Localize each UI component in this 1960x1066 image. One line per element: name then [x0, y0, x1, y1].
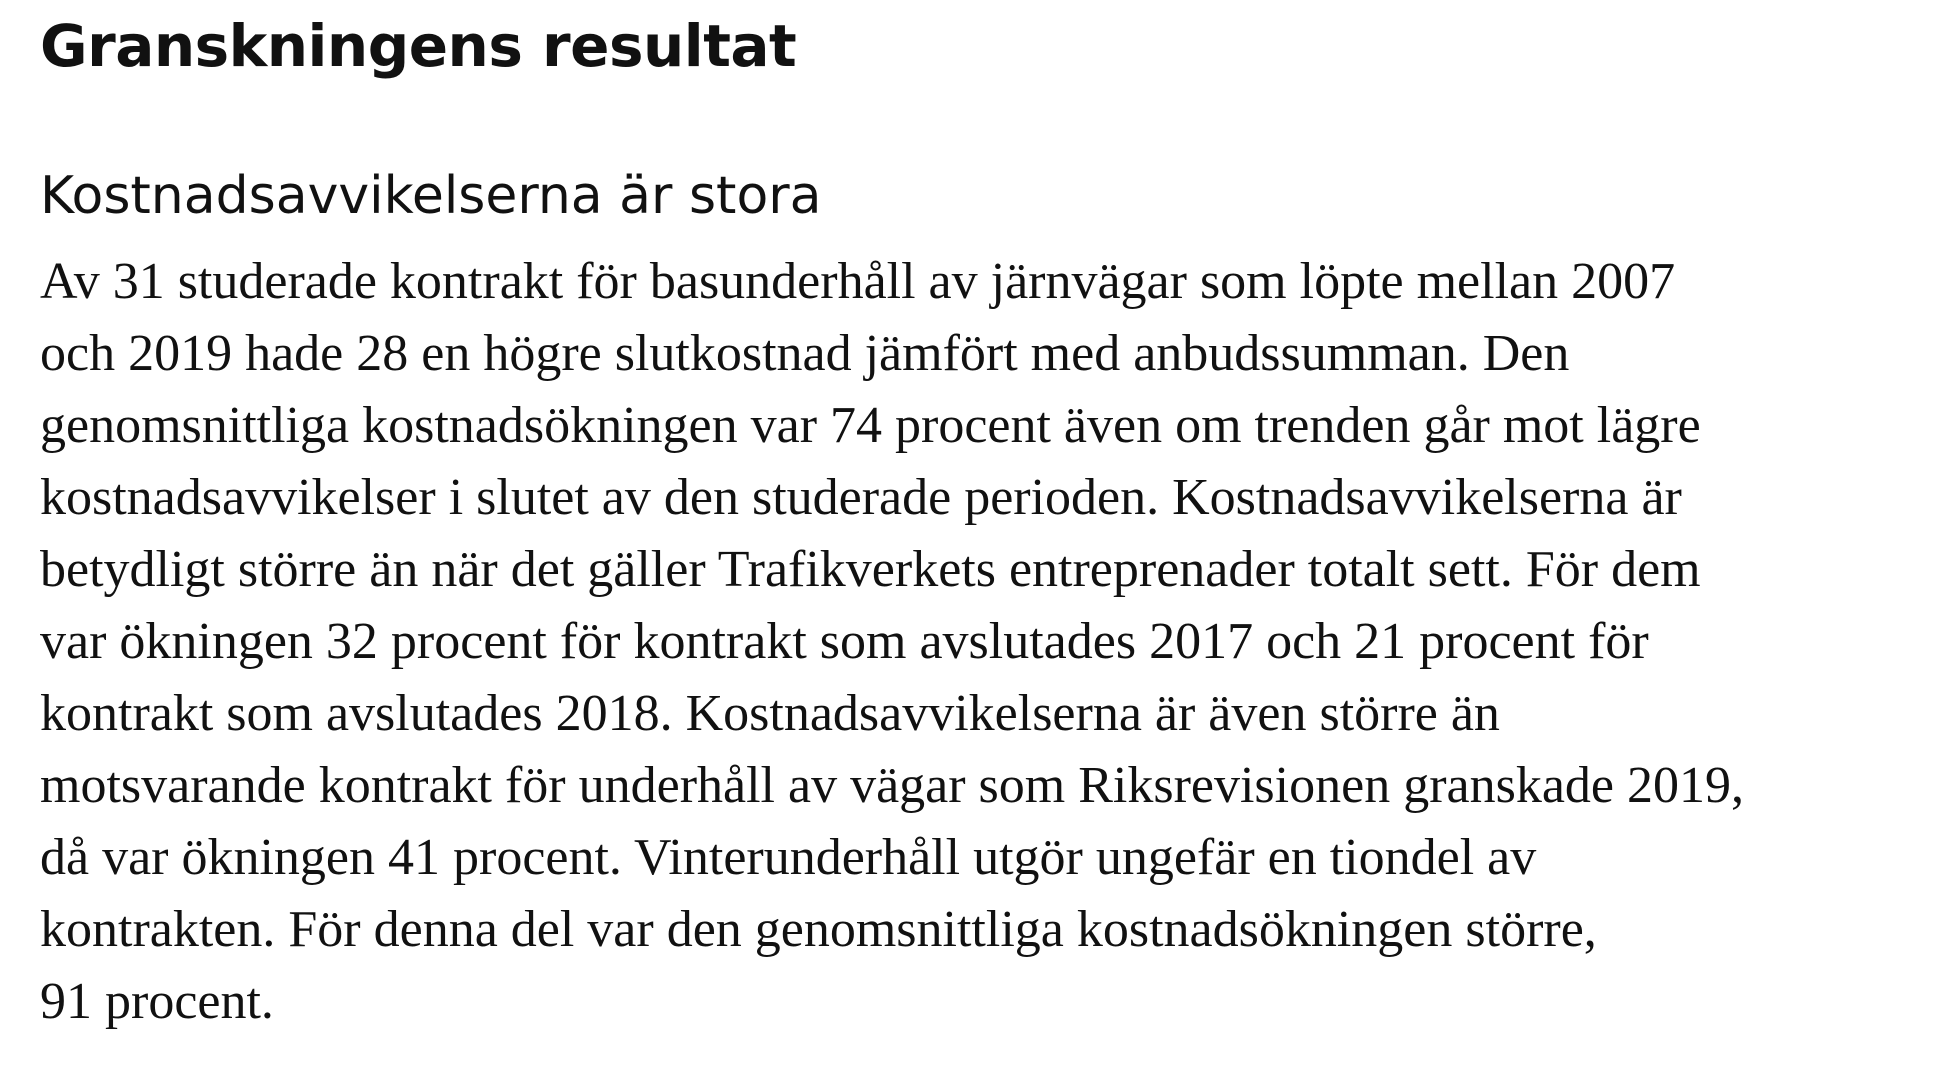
paragraph-line: var ökningen 32 procent för kontrakt som avslutades 2017 och 21 procent för — [40, 613, 1649, 670]
paragraph-line: kontrakt som avslutades 2018. Kostnadsavvikelserna är även större än — [40, 685, 1500, 742]
paragraph-line: kontrakten. För denna del var den genomsnittliga kostnadsökningen större, — [40, 901, 1597, 958]
body-paragraph — [40, 246, 1960, 1038]
paragraph-line: och 2019 hade 28 en högre slutkostnad jämfört med anbudssumman. Den — [40, 325, 1570, 382]
paragraph-line: genomsnittliga kostnadsökningen var 74 procent även om trenden går mot lägre — [40, 397, 1701, 454]
subsection-title: Kostnadsavvikelserna är stora — [40, 166, 822, 226]
paragraph-line: motsvarande kontrakt för underhåll av vägar som Riksrevisionen granskade 2019, — [40, 757, 1744, 814]
paragraph-line: 91 procent. — [40, 973, 274, 1030]
document-page — [40, 0, 1960, 1038]
paragraph-line: kostnadsavvikelser i slutet av den studerade perioden. Kostnadsavvikelserna är — [40, 469, 1682, 526]
section-title: Granskningens resultat — [40, 12, 797, 80]
paragraph-line: Av 31 studerade kontrakt för basunderhåll av järnvägar som löpte mellan 2007 — [40, 253, 1676, 310]
paragraph-line: betydligt större än när det gäller Trafikverkets entreprenader totalt sett. För dem — [40, 541, 1701, 598]
paragraph-line: då var ökningen 41 procent. Vinterunderhåll utgör ungefär en tiondel av — [40, 829, 1537, 886]
